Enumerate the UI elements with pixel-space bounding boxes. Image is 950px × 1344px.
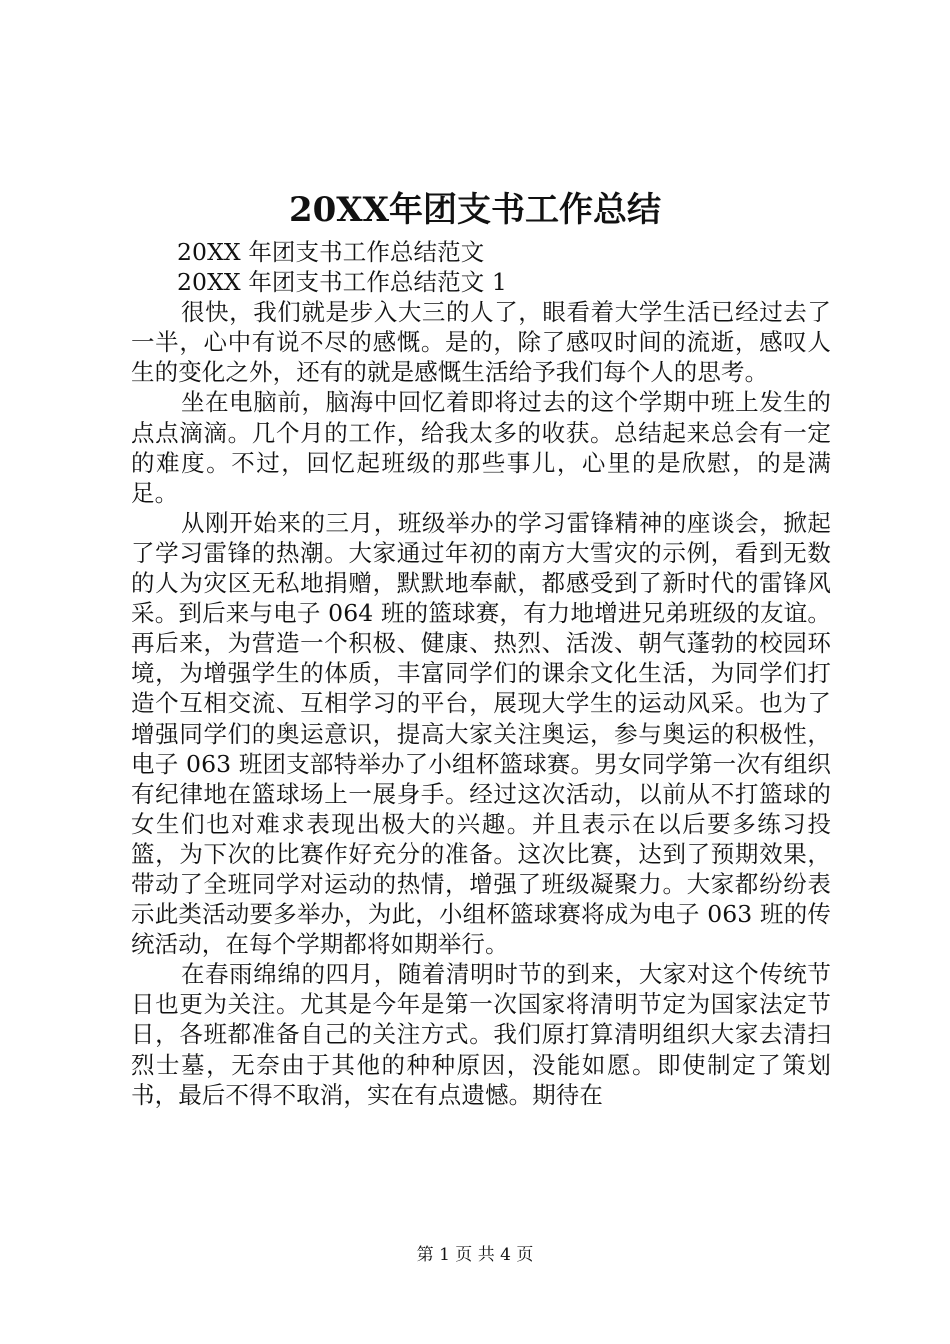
page-number-footer: 第 1 页 共 4 页 xyxy=(416,1245,534,1265)
document-body xyxy=(131,237,831,1110)
body-paragraph: 在春雨绵绵的四月，随着清明时节的到来，大家对这个传统节日也更为关注。尤其是今年是第一次国家将清明节定为国家法定节日，各班都准备自己的关注方式。我们原打算清明组织大家去清扫烈士墓，无奈由于其他的种种原因，没能如愿。即使制定了策划书，最后不得不取消，实在有点遗憾。期待在 xyxy=(131,960,831,1109)
body-paragraph: 从刚开始来的三月，班级举办的学习雷锋精神的座谈会，掀起了学习雷锋的热潮。大家通过年初的南方大雪灾的示例，看到无数的人为灾区无私地捐赠，默默地奉献，都感受到了新时代的雷锋风采。到后来与电子 064 班的篮球赛，有力地增进兄弟班级的友谊。再后来，为营造一个积极、健康、热烈、活泼、朝气蓬勃的校园环境，为增强学生的体质，丰富同学们的课余文化生活，为同学们打造个互相交流、互相学习的平台，展现大学生的运动风采。也为了增强同学们的奥运意识，提高大家关注奥运，参与奥运的积极性，电子 063 班团支部特举办了小组杯篮球赛。男女同学第一次有组织有纪律地在篮球场上一展身手。经过这次活动，以前从不打篮球的女生们也对难求表现出极大的兴趣。并且表示在以后要多练习投篮，为下次的比赛作好充分的准备。这次比赛，达到了预期效果，带动了全班同学对运动的热情，增强了班级凝聚力。大家都纷纷表示此类活动要多举办，为此，小组杯篮球赛将成为电子 063 班的传统活动，在每个学期都将如期举行。 xyxy=(131,508,831,959)
subtitle-line: 20XX 年团支书工作总结范文 1 xyxy=(177,268,507,297)
body-paragraph: 坐在电脑前，脑海中回忆着即将过去的这个学期中班上发生的点点滴滴。几个月的工作，给我太多的收获。总结起来总会有一定的难度。不过，回忆起班级的那些事儿，心里的是欣慰，的是满足。 xyxy=(131,388,831,507)
document-title: 20XX年团支书工作总结 xyxy=(288,190,662,230)
body-paragraph: 很快，我们就是步入大三的人了，眼看着大学生活已经过去了一半，心中有说不尽的感慨。是的，除了感叹时间的流逝，感叹人生的变化之外，还有的就是感慨生活给予我们每个人的思考。 xyxy=(131,298,831,387)
subtitle-line: 20XX 年团支书工作总结范文 xyxy=(177,238,485,266)
